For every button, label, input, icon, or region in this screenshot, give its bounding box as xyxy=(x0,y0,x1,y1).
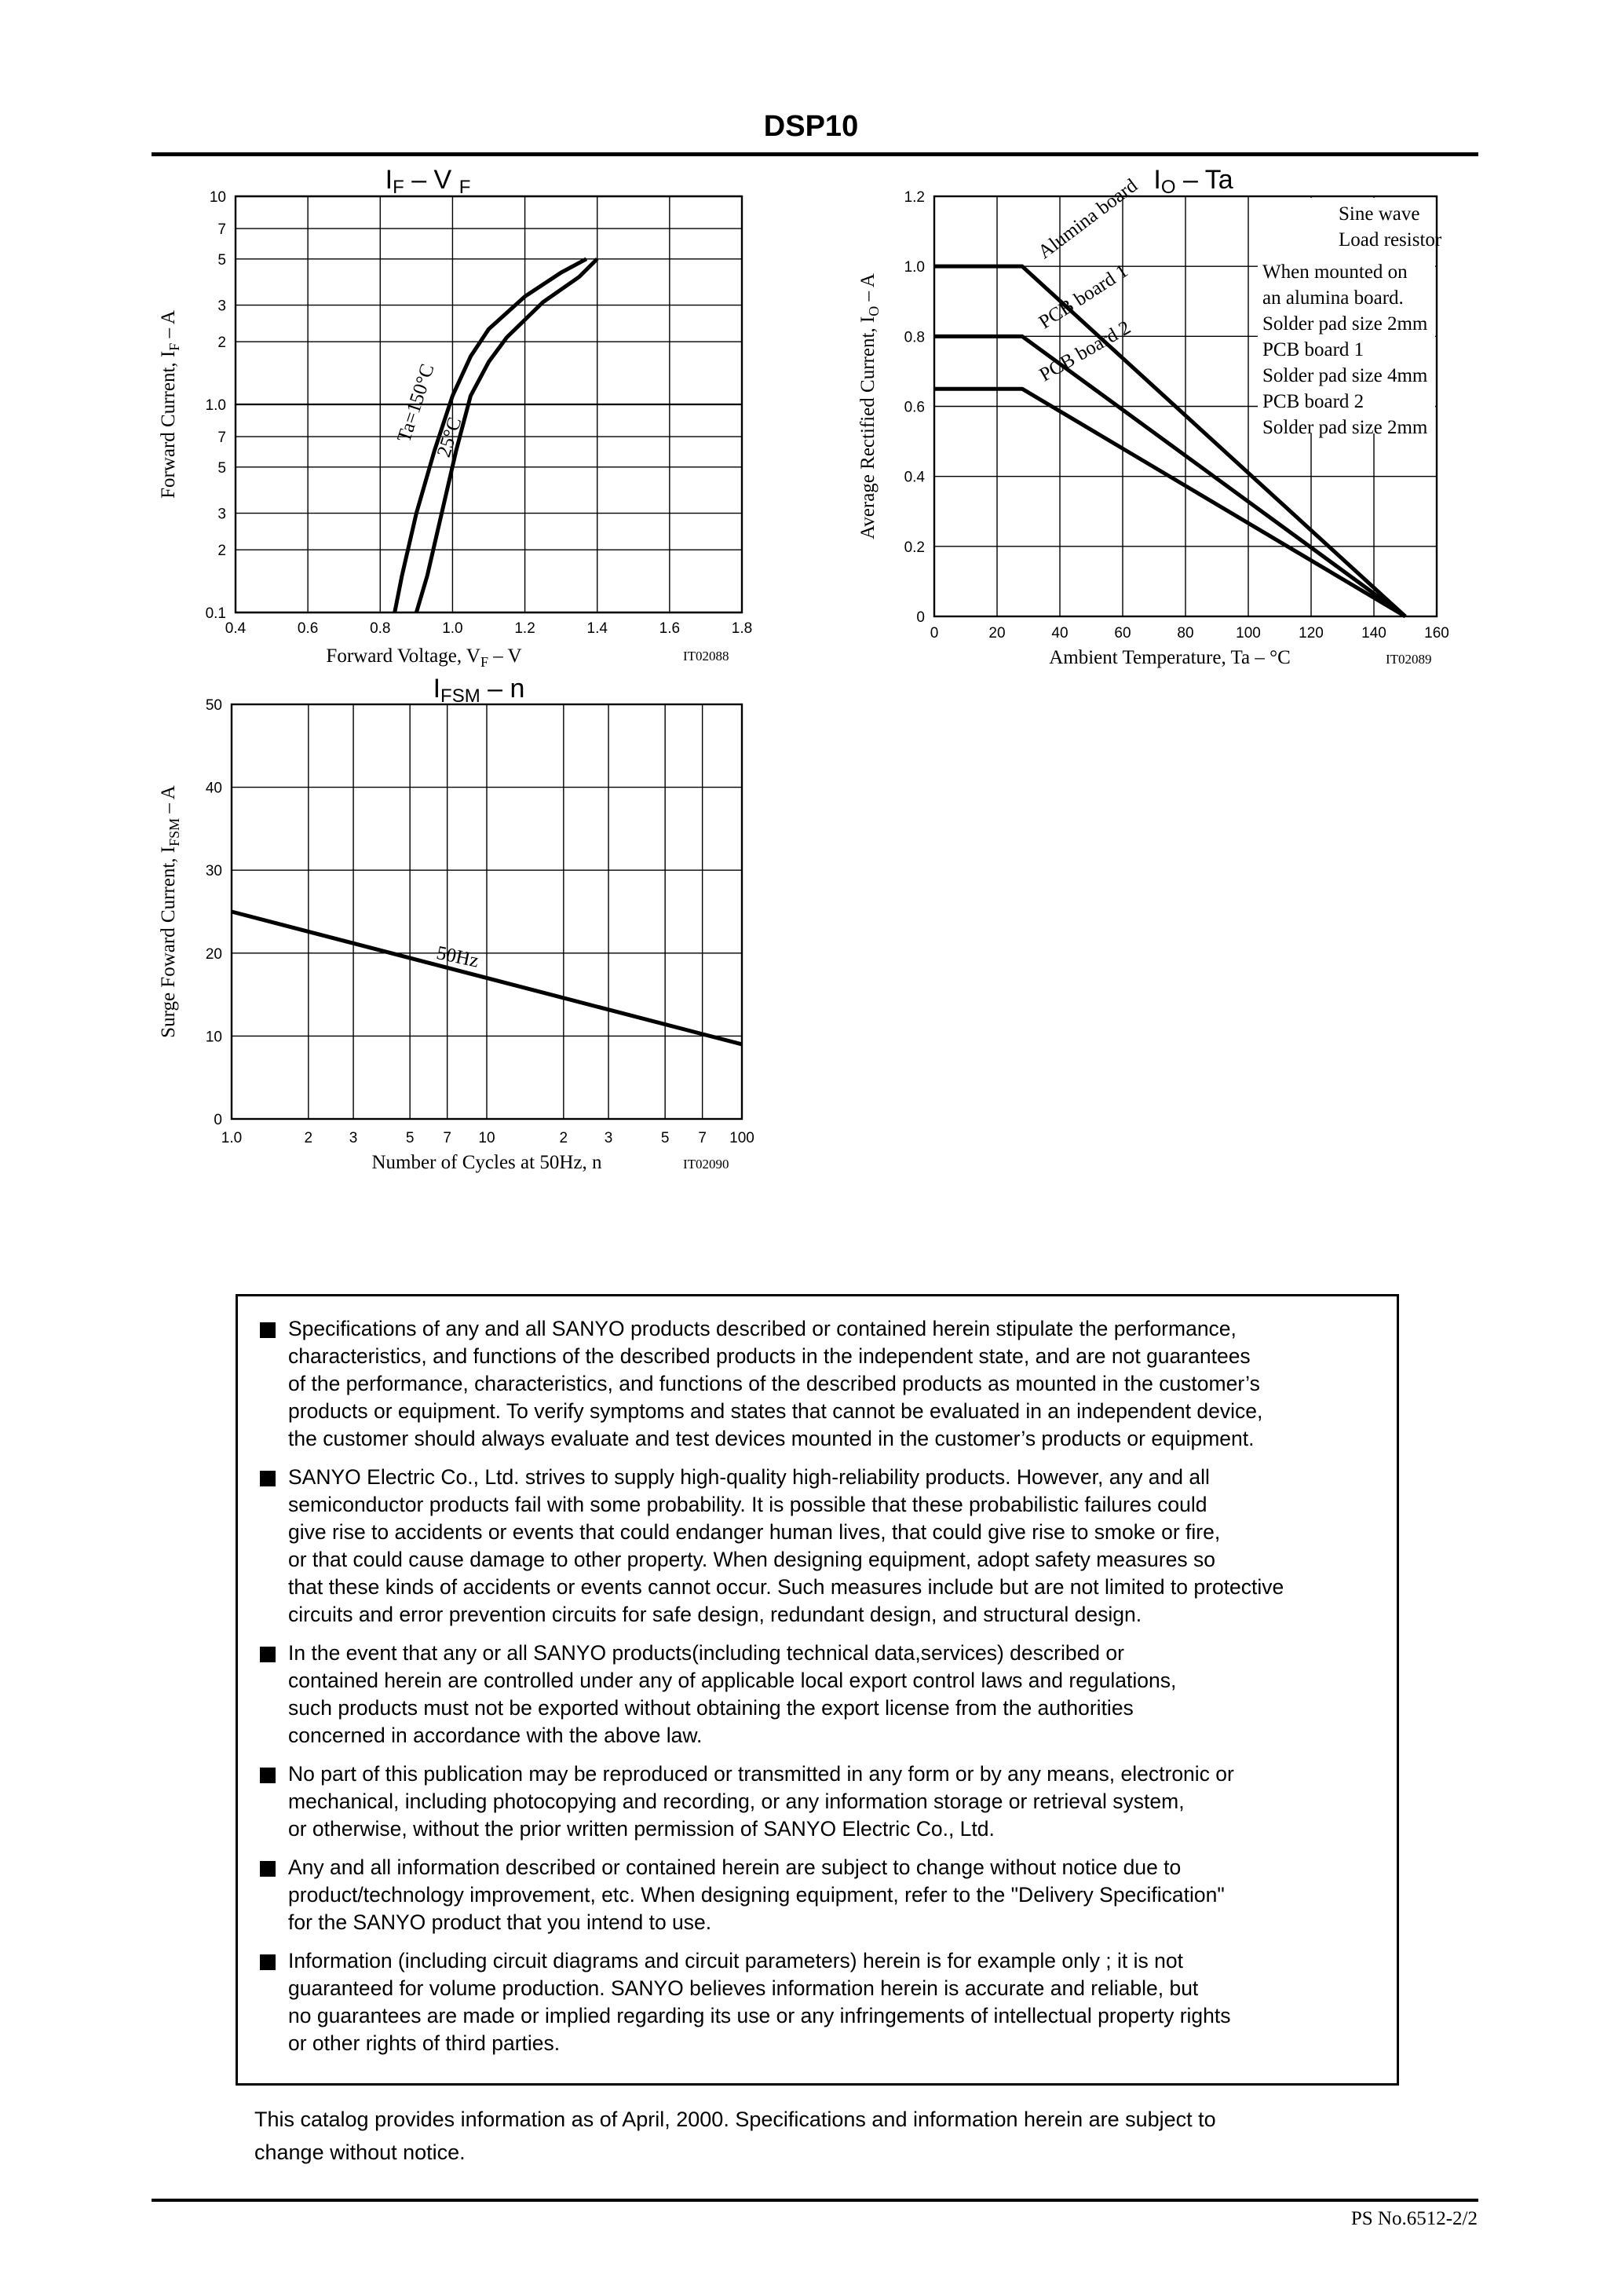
notice-line: for the SANYO product that you intend to use. xyxy=(288,1910,712,1934)
notice-line: No part of this publication may be reproduced or transmitted in any form or by any means, electronic or xyxy=(288,1762,1234,1786)
title-main: I xyxy=(385,165,393,195)
title-rest: – n xyxy=(480,674,525,704)
chart-if-vf xyxy=(141,161,769,683)
y-axis-label xyxy=(158,785,182,1038)
x-tick-label: 100 xyxy=(729,1130,754,1146)
chart-code: IT02088 xyxy=(683,649,729,664)
notice-line: of the performance, characteristics, and functions of the described products as mounted in the customer’s xyxy=(288,1372,1260,1395)
notice-line: or other rights of third parties. xyxy=(288,2031,561,2055)
title-sub2: F xyxy=(458,177,471,198)
legend-line: Sine wave xyxy=(1339,203,1420,225)
legend-line: Solder pad size 2mm xyxy=(1262,417,1428,438)
chart-code: IT02090 xyxy=(683,1157,729,1172)
chart-title xyxy=(433,674,525,707)
notice-line: Information (including circuit diagrams and circuit parameters) herein is for example only ; it is not xyxy=(288,1949,1183,1972)
notice-line: Any and all information described or contained herein are subject to change without notice due to xyxy=(288,1855,1182,1879)
curve-label-alumina: Alumina board xyxy=(1034,174,1142,264)
y-tick-label: 2 xyxy=(217,335,226,352)
x-tick-label: 1.0 xyxy=(221,1130,243,1146)
ylabel-main: Average Rectified Current, I xyxy=(857,316,879,539)
y-tick-label: 20 xyxy=(205,945,222,963)
notice-line: SANYO Electric Co., Ltd. strives to supply high-quality high-reliability products. However, any and all xyxy=(288,1465,1210,1489)
ylabel-sub: FSM xyxy=(166,817,182,846)
title-rest: – V xyxy=(404,165,459,195)
x-tick-label: 0.6 xyxy=(297,620,319,637)
x-tick-label: 1.6 xyxy=(659,620,681,637)
x-axis-label: Number of Cycles at 50Hz, n xyxy=(371,1152,602,1173)
curve-label-pcb2: PCB board 2 xyxy=(1036,316,1134,386)
title-main: I xyxy=(1153,165,1161,195)
y-tick-label: 0 xyxy=(214,1112,222,1128)
y-tick-label: 0.4 xyxy=(904,469,925,486)
y-tick-label: 0.6 xyxy=(904,399,925,416)
bullet-square-icon xyxy=(260,1471,276,1486)
notice-item xyxy=(260,1854,1373,1936)
x-tick-label: 1.4 xyxy=(586,620,608,637)
x-tick-label: 7 xyxy=(698,1130,707,1146)
y-tick-label: 0.1 xyxy=(205,605,226,622)
notice-item xyxy=(260,1640,1373,1749)
ylabel-sub: O xyxy=(866,305,882,316)
series-line-150c xyxy=(395,259,586,612)
x-tick-label: 7 xyxy=(443,1130,451,1146)
grid xyxy=(232,704,742,1119)
x-tick-label: 80 xyxy=(1177,625,1194,642)
ylabel-sub: F xyxy=(166,342,182,351)
curve-label-25c: 25°C xyxy=(433,415,466,460)
title-rest: – Ta xyxy=(1175,165,1233,195)
notice-line: concerned in accordance with the above law. xyxy=(288,1724,703,1747)
x-tick-label: 3 xyxy=(604,1130,613,1146)
x-tick-label: 0.4 xyxy=(225,620,247,637)
document-title: DSP10 xyxy=(763,110,859,143)
title-sub: F xyxy=(393,177,404,198)
legend-line: Load resistor xyxy=(1339,229,1442,250)
y-tick-label: 5 xyxy=(217,251,226,269)
chart-ifsm-n xyxy=(141,671,769,1182)
notice-line: contained herein are controlled under any of applicable local export control laws and regulations, xyxy=(288,1669,1177,1692)
legend-line: PCB board 1 xyxy=(1262,339,1364,360)
x-tick-label: 100 xyxy=(1236,625,1261,642)
notice-line: In the event that any or all SANYO products(including technical data,services) described or xyxy=(288,1641,1124,1665)
xlabel-sub: F xyxy=(480,654,488,670)
y-tick-label: 1.0 xyxy=(205,397,226,414)
y-tick-label: 7 xyxy=(217,221,226,239)
notice-item xyxy=(260,1315,1373,1453)
curve-label-50hz: 50Hz xyxy=(434,942,481,972)
curve-label-150c: Ta=150°C xyxy=(393,361,439,445)
y-tick-label: 30 xyxy=(205,863,222,880)
x-tick-label: 40 xyxy=(1051,625,1069,642)
bullet-square-icon xyxy=(260,1647,276,1662)
y-tick-label: 1.2 xyxy=(904,189,925,206)
x-tick-label: 5 xyxy=(405,1130,415,1146)
y-tick-label: 3 xyxy=(217,506,226,523)
y-tick-label: 0.2 xyxy=(904,539,925,556)
notice-line: products or equipment. To verify symptoms and states that cannot be evaluated in an independent device, xyxy=(288,1399,1263,1423)
legend-line: When mounted on xyxy=(1262,261,1408,283)
x-axis-label xyxy=(326,645,521,670)
y-tick-label: 1.0 xyxy=(904,259,925,276)
x-tick-label: 2 xyxy=(559,1130,568,1146)
legend-line: PCB board 2 xyxy=(1262,391,1364,412)
x-axis-label: Ambient Temperature, Ta – °C xyxy=(1049,647,1291,668)
chart-title xyxy=(1153,165,1233,198)
notice-line: product/technology improvement, etc. When designing equipment, refer to the "Delivery Specification" xyxy=(288,1883,1225,1907)
x-tick-label: 160 xyxy=(1424,625,1449,642)
y-tick-label: 10 xyxy=(209,189,226,206)
catalog-note xyxy=(254,2103,1401,2169)
notice-line: or that could cause damage to other property. When designing equipment, adopt safety measures so xyxy=(288,1548,1215,1571)
xlabel-unit: – V xyxy=(488,645,522,667)
curve-label-pcb1: PCB board 1 xyxy=(1035,260,1132,334)
x-tick-label: 120 xyxy=(1299,625,1324,642)
catalog-note-line-2: change without notice. xyxy=(254,2141,466,2164)
y-tick-label: 10 xyxy=(205,1029,222,1046)
ylabel-unit: – A xyxy=(158,785,179,818)
y-tick-label: 2 xyxy=(217,543,226,560)
x-tick-label: 0.8 xyxy=(370,620,391,637)
legend-line: an alumina board. xyxy=(1262,287,1404,309)
x-tick-label: 1.8 xyxy=(731,620,753,637)
notice-box xyxy=(236,1294,1399,2086)
y-axis-label xyxy=(857,273,882,539)
x-tick-label: 20 xyxy=(988,625,1006,642)
notice-item xyxy=(260,1760,1373,1843)
header-rule xyxy=(152,152,1478,156)
legend-line: Solder pad size 2mm xyxy=(1262,313,1428,335)
notice-line: circuits and error prevention circuits for safe design, redundant design, and structural design. xyxy=(288,1603,1142,1626)
y-tick-label: 0 xyxy=(916,609,925,626)
ylabel-unit: – A xyxy=(158,310,179,343)
chart-code: IT02089 xyxy=(1386,652,1432,667)
notice-line: no guarantees are made or implied regarding its use or any infringements of intellectual property rights xyxy=(288,2004,1231,2027)
bullet-square-icon xyxy=(260,1954,276,1970)
x-tick-label: 1.2 xyxy=(514,620,535,637)
footer-rule xyxy=(152,2199,1478,2202)
x-tick-label: 0 xyxy=(930,625,939,642)
y-tick-label: 5 xyxy=(217,459,226,477)
notice-line: Specifications of any and all SANYO products described or contained herein stipulate the performance, xyxy=(288,1317,1237,1340)
notice-line: characteristics, and functions of the described products in the independent state, and are not guarantees xyxy=(288,1344,1251,1368)
x-tick-label: 5 xyxy=(660,1130,670,1146)
notice-line: mechanical, including photocopying and recording, or any information storage or retrieval system, xyxy=(288,1790,1185,1813)
ps-number: PS No.6512-2/2 xyxy=(1350,2208,1478,2229)
x-tick-label: 140 xyxy=(1361,625,1386,642)
y-axis-label xyxy=(158,310,182,499)
grid xyxy=(236,196,742,612)
x-tick-label: 10 xyxy=(478,1130,495,1146)
x-tick-label: 1.0 xyxy=(442,620,463,637)
chart-io-ta xyxy=(848,161,1476,683)
bullet-square-icon xyxy=(260,1768,276,1783)
legend-line: Solder pad size 4mm xyxy=(1262,365,1428,386)
y-tick-label: 40 xyxy=(205,780,222,797)
title-sub: FSM xyxy=(440,686,480,707)
y-tick-label: 0.8 xyxy=(904,329,925,346)
ylabel-main: Forward Current, I xyxy=(158,350,179,499)
y-tick-label: 7 xyxy=(217,430,226,447)
y-tick-label: 50 xyxy=(205,697,222,714)
notice-line: the customer should always evaluate and test devices mounted in the customer’s products or equipment. xyxy=(288,1427,1255,1450)
notice-line: semiconductor products fail with some probability. It is possible that these probabilistic failures could xyxy=(288,1493,1207,1516)
y-tick-label: 3 xyxy=(217,298,226,315)
notice-line: give rise to accidents or events that could endanger human lives, that could give rise to smoke or fire, xyxy=(288,1520,1221,1544)
x-tick-label: 3 xyxy=(349,1130,358,1146)
notice-line: that these kinds of accidents or events cannot occur. Such measures include but are not limited to protective xyxy=(288,1575,1284,1599)
bullet-square-icon xyxy=(260,1322,276,1338)
notice-line: guaranteed for volume production. SANYO believes information herein is accurate and reliable, but xyxy=(288,1976,1199,2000)
notice-line: or otherwise, without the prior written permission of SANYO Electric Co., Ltd. xyxy=(288,1817,995,1841)
notice-line: such products must not be exported without obtaining the export license from the authorities xyxy=(288,1696,1134,1720)
chart-title xyxy=(385,165,471,198)
x-tick-label: 60 xyxy=(1114,625,1131,642)
notice-item xyxy=(260,1464,1373,1629)
ylabel-unit: – A xyxy=(857,273,879,306)
title-main: I xyxy=(433,674,441,704)
xlabel-main: Forward Voltage, V xyxy=(326,645,480,667)
catalog-note-line-1: This catalog provides information as of April, 2000. Specifications and information herein are subject to xyxy=(254,2108,1216,2131)
x-tick-label: 2 xyxy=(304,1130,313,1146)
notice-item xyxy=(260,1947,1373,2057)
ylabel-main: Surge Foward Current, I xyxy=(158,846,179,1038)
bullet-square-icon xyxy=(260,1861,276,1877)
title-sub: O xyxy=(1160,177,1176,198)
